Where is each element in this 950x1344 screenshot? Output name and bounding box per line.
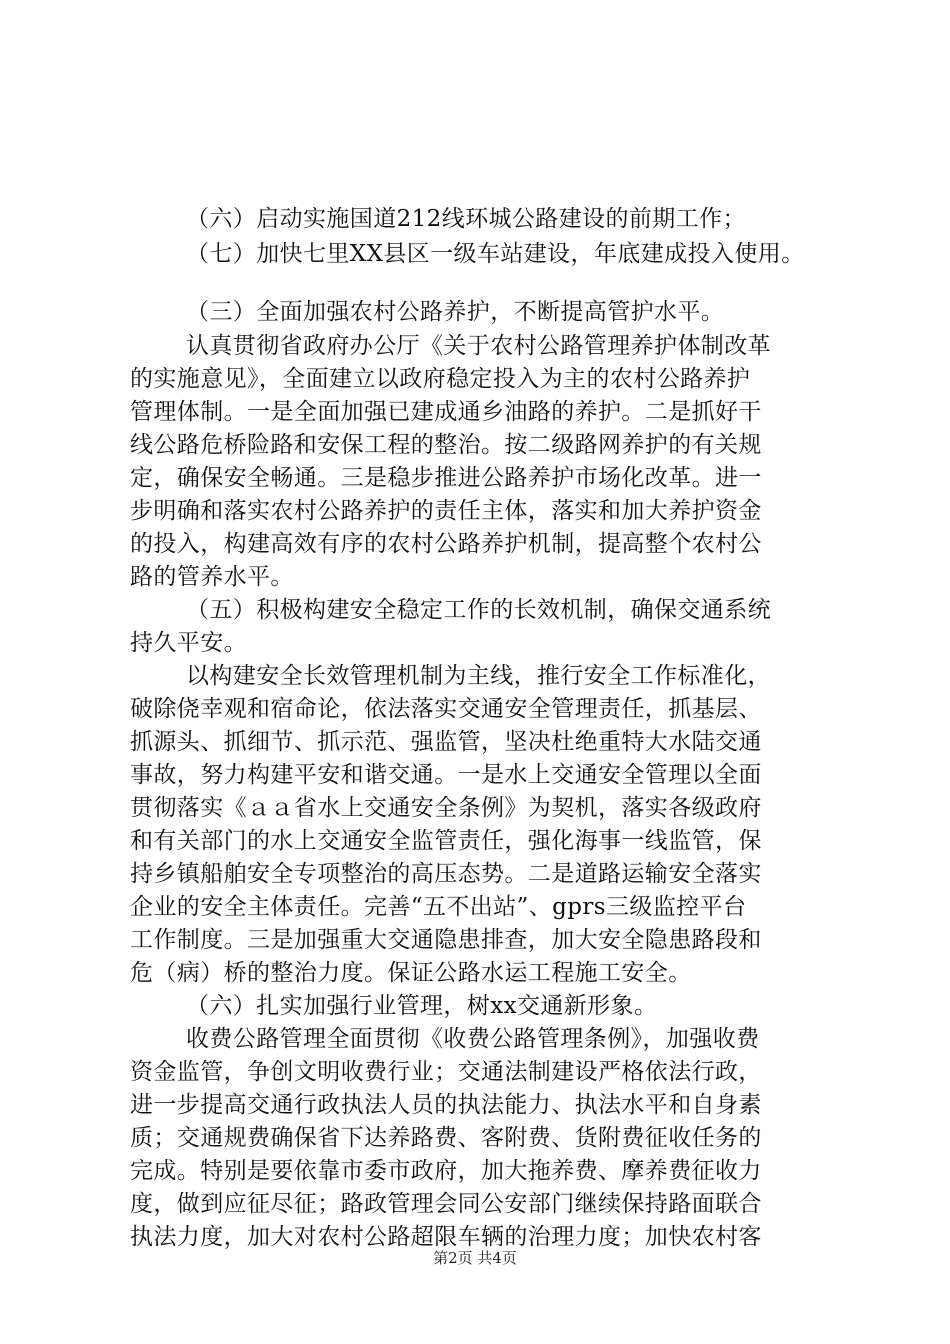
text-line: 以构建安全长效管理机制为主线，推行安全工作标准化，	[186, 663, 771, 689]
text-line: 完成。特别是要依靠市委市政府，加大拖养费、摩养费征收力	[130, 1158, 762, 1184]
text-line: （六）启动实施国道212线环城公路建设的前期工作；	[186, 206, 746, 232]
text-line: 企业的安全主体责任。完善“五不出站”、gprs三级监控平台	[130, 894, 747, 920]
text-line: 持乡镇船舶安全专项整治的高压态势。二是道路运输安全落实	[130, 861, 762, 887]
section-heading: （五）积极构建安全稳定工作的长效机制，确保交通系统	[186, 597, 771, 623]
text-line: 的投入，构建高效有序的农村公路养护机制，提高整个农村公	[130, 531, 762, 557]
page-footer: 第2页 共4页	[433, 1249, 517, 1267]
text-line: 质；交通规费确保省下达养路费、客附费、货附费征收任务的	[130, 1125, 762, 1151]
text-line: 管理体制。一是全面加强已建成通乡油路的养护。二是抓好干	[130, 399, 762, 425]
text-line: 贯彻落实《ａａ省水上交通安全条例》为契机，落实各级政府	[130, 795, 762, 821]
text-line: 持久平安。	[130, 630, 247, 656]
text-line: 线公路危桥险路和安保工程的整治。按二级路网养护的有关规	[130, 432, 762, 458]
section-heading: （三）全面加强农村公路养护，不断提高管护水平。	[186, 299, 725, 325]
text-line: 和有关部门的水上交通安全监管责任，强化海事一线监管，保	[130, 828, 762, 854]
text-line: 认真贯彻省政府办公厅《关于农村公路管理养护体制改革	[186, 333, 771, 359]
text-line: 事故，努力构建平安和谐交通。一是水上交通安全管理以全面	[130, 762, 762, 788]
text-line: 路的管养水平。	[130, 564, 294, 590]
text-line: 定，确保安全畅通。三是稳步推进公路养护市场化改革。进一	[130, 465, 762, 491]
text-line: 抓源头、抓细节、抓示范、强监管，坚决杜绝重特大水陆交通	[130, 729, 762, 755]
text-line: 进一步提高交通行政执法人员的执法能力、执法水平和自身素	[130, 1092, 762, 1118]
text-line: 执法力度，加大对农村公路超限车辆的治理力度；加快农村客	[130, 1224, 762, 1250]
text-line: 工作制度。三是加强重大交通隐患排查，加大安全隐患路段和	[130, 927, 762, 953]
text-line: 破除侥幸观和宿命论，依法落实交通安全管理责任，抓基层、	[130, 696, 762, 722]
text-line: 资金监管，争创文明收费行业；交通法制建设严格依法行政，	[130, 1059, 762, 1085]
text-line: （七）加快七里XX县区一级车站建设，年底建成投入使用。	[186, 241, 805, 267]
text-line: 步明确和落实农村公路养护的责任主体，落实和加大养护资金	[130, 498, 762, 524]
text-line: 收费公路管理全面贯彻《收费公路管理条例》，加强收费	[186, 1026, 760, 1052]
text-line: 危（病）桥的整治力度。保证公路水运工程施工安全。	[130, 960, 692, 986]
text-line: 度，做到应征尽征；路政管理会同公安部门继续保持路面联合	[130, 1191, 762, 1217]
section-heading: （六）扎实加强行业管理，树xx交通新形象。	[186, 993, 658, 1019]
text-line: 的实施意见》，全面建立以政府稳定投入为主的农村公路养护	[130, 366, 751, 392]
